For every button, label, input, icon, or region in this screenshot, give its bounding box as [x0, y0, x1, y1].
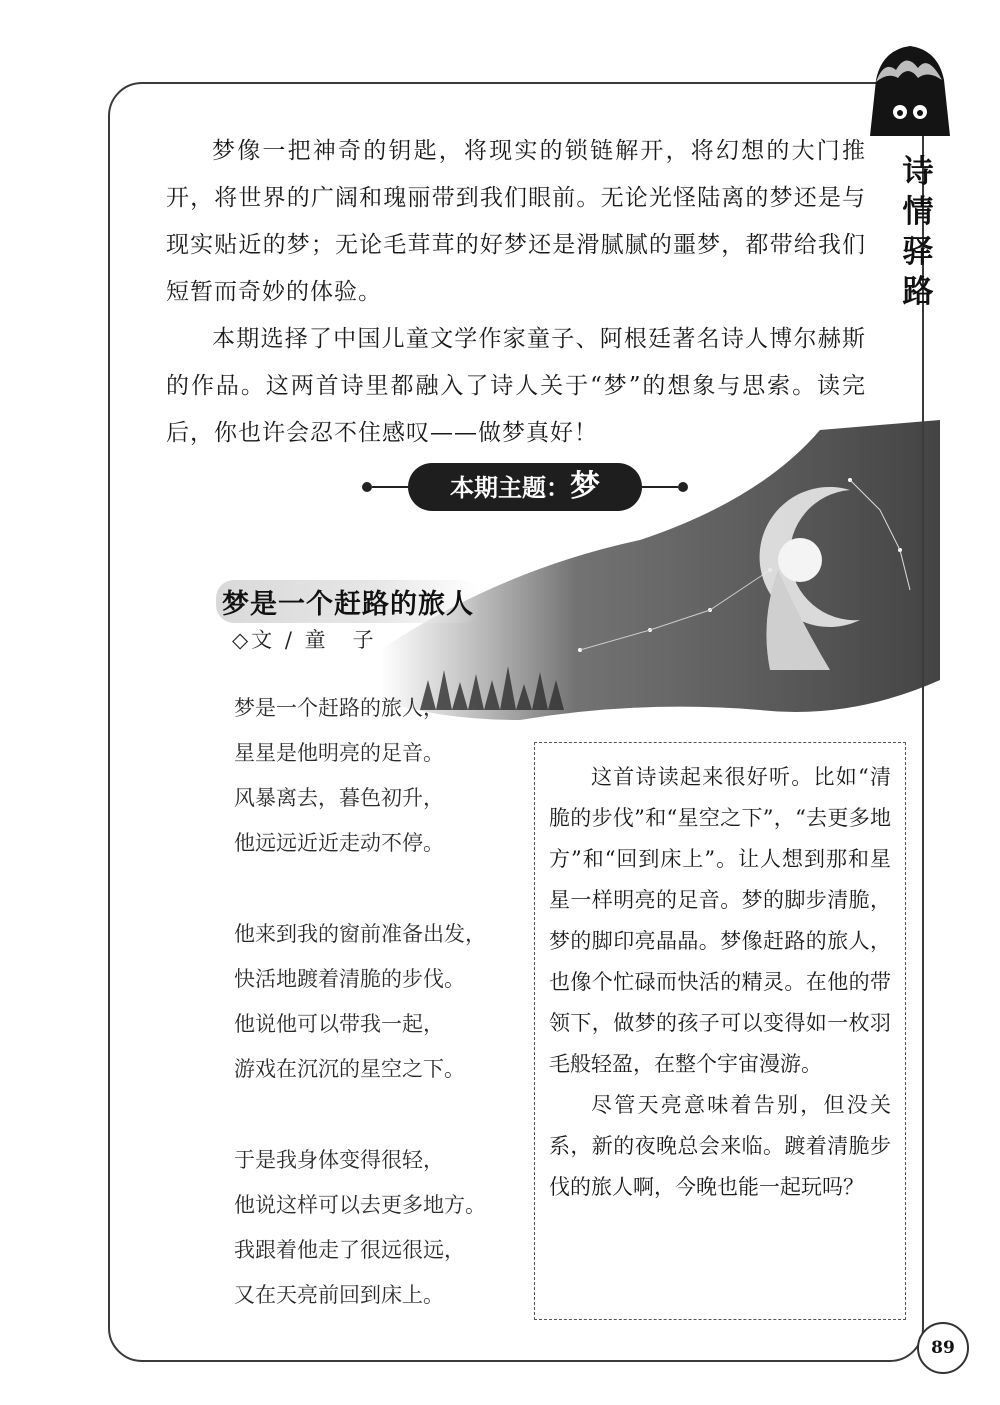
poem-line: 他远远近近走动不停。: [234, 831, 444, 855]
commentary-paragraph: 尽管天亮意味着告别，但没关系，新的夜晚总会来临。踱着清脆步伐的旅人啊，今晚也能一起玩吗？: [549, 1093, 891, 1199]
poem-line: 快活地踱着清脆的步伐。: [234, 967, 465, 991]
poem-stanza: [234, 686, 444, 866]
theme-label: 本期主题：: [450, 474, 570, 502]
banner-dot: [362, 482, 372, 492]
poem-stanza: [234, 1138, 486, 1318]
poem-line: 又在天亮前回到床上。: [234, 1283, 444, 1307]
banner-line: [642, 486, 678, 488]
poem-title: 梦是一个赶路的旅人: [216, 580, 480, 623]
poem-line: 梦是一个赶路的旅人，: [234, 696, 444, 720]
theme-pill: [408, 463, 642, 511]
intro-paragraph: 梦像一把神奇的钥匙，将现实的锁链解开，将幻想的大门推开，将世界的广阔和瑰丽带到我们眼前。无论光怪陆离的梦还是与现实贴近的梦；无论毛茸茸的好梦还是滑腻腻的噩梦，都带给我们短暂而奇妙的体验。: [166, 138, 866, 305]
poem-line: 星星是他明亮的足音。: [234, 741, 444, 765]
banner-dot: [678, 482, 688, 492]
commentary-paragraph: 这首诗读起来很好听。比如“清脆的步伐”和“星空之下”，“去更多地方”和“回到床上”。让人想到那和星星一样明亮的足音。梦的脚步清脆，梦的脚印亮晶晶。梦像赶路的旅人，也像个忙碌而快活的精灵。在他的带领下，做梦的孩子可以变得如一枚羽毛般轻盈，在整个宇宙漫游。: [549, 765, 891, 1076]
theme-topic: 梦: [570, 469, 600, 504]
intro-text: [166, 128, 866, 457]
mountain-mascot-icon: [862, 40, 958, 150]
poem-line: 于是我身体变得很轻，: [234, 1148, 444, 1172]
column-title: 诗情驿路: [902, 154, 934, 310]
poem-line: 我跟着他走了很远很远，: [234, 1238, 465, 1262]
banner-line: [372, 486, 408, 488]
poem-stanza: [234, 912, 486, 1092]
poem-byline: ◇文 / 童 子: [232, 628, 377, 652]
poem-line: 他说这样可以去更多地方。: [234, 1193, 486, 1217]
poem-line: 他说他可以带我一起，: [234, 1012, 444, 1036]
page-number: 89: [917, 1322, 969, 1374]
theme-banner: [362, 463, 688, 511]
poem-line: 他来到我的窗前准备出发，: [234, 922, 486, 946]
poem-line: 风暴离去，暮色初升，: [234, 786, 444, 810]
intro-paragraph: 本期选择了中国儿童文学作家童子、阿根廷著名诗人博尔赫斯的作品。这两首诗里都融入了诗人关于“梦”的想象与思索。读完后，你也许会忍不住感叹——做梦真好！: [166, 326, 866, 446]
commentary-box: [534, 742, 906, 1320]
poem-line: 游戏在沉沉的星空之下。: [234, 1057, 465, 1081]
